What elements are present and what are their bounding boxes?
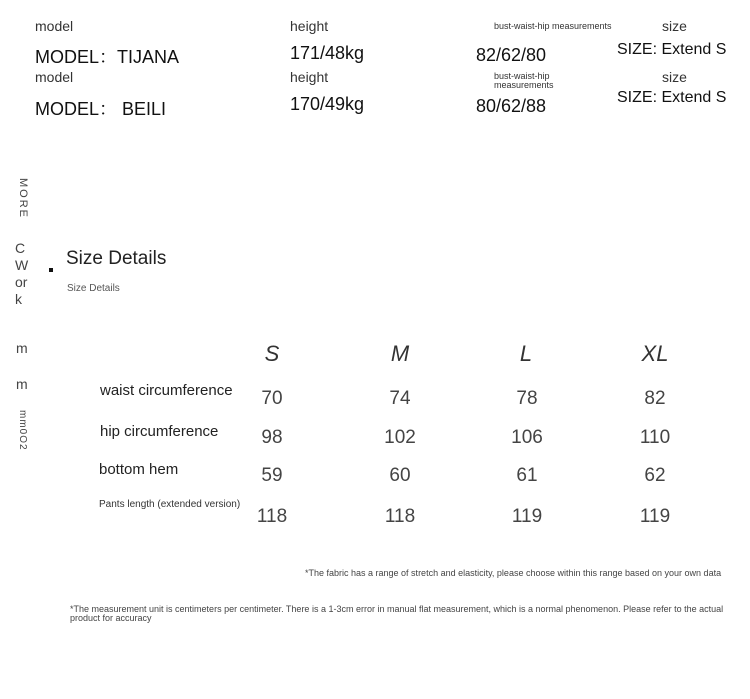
table-cell: 78: [516, 388, 538, 409]
table-cell: 61: [516, 465, 538, 486]
height-value: 171/48kg: [290, 43, 365, 63]
size-header-xl: XL: [641, 341, 669, 366]
table-cell: 119: [511, 506, 543, 527]
section-title: Size Details: [66, 248, 167, 269]
row-label: waist circumference: [100, 382, 233, 399]
size-header-s: S: [264, 341, 280, 366]
side-text-m2: m: [16, 376, 28, 392]
model-name: MODEL： BEILI: [35, 99, 167, 119]
measurement-note: *The measurement unit is centimeters per centimeter. There is a 1-3cm error in manual flat measurement, which is a normal phenomenon. Please refer to the actual product for accuracy: [70, 604, 724, 623]
bullet-icon: [49, 268, 53, 272]
height-value: 170/49kg: [290, 94, 365, 114]
section-subtitle: Size Details: [67, 283, 120, 294]
size-label: size: [662, 69, 687, 85]
table-cell: 118: [256, 506, 288, 527]
bwh-value: 82/62/80: [476, 45, 547, 65]
table-cell: 98: [261, 427, 283, 448]
size-header-m: M: [390, 341, 410, 366]
model-label: model: [35, 18, 74, 34]
size-value: SIZE: Extend S: [617, 41, 727, 58]
side-text-m1: m: [16, 340, 28, 356]
side-text-code: mm0O2: [17, 410, 28, 451]
table-cell: 59: [261, 465, 283, 486]
fabric-note: *The fabric has a range of stretch and elasticity, please choose within this range based on your own data: [305, 568, 722, 578]
table-cell: 106: [511, 427, 543, 448]
height-label: height: [290, 18, 329, 34]
table-cell: 119: [639, 506, 671, 527]
table-cell: 102: [384, 427, 416, 448]
bwh-label: bust-waist-hip measurements: [494, 21, 612, 31]
bwh-value: 80/62/88: [476, 96, 547, 116]
row-label: Pants length (extended version): [99, 499, 241, 510]
row-label: bottom hem: [99, 461, 179, 478]
size-header-l: L: [519, 341, 533, 366]
table-cell: 82: [644, 388, 666, 409]
table-cell: 70: [261, 388, 283, 409]
table-cell: 74: [389, 388, 411, 409]
size-label: size: [662, 18, 687, 34]
height-label: height: [290, 69, 329, 85]
model-label: model: [35, 69, 74, 85]
row-label: hip circumference: [100, 423, 219, 440]
table-cell: 60: [389, 465, 411, 486]
bwh-label: bust-waist-hip measurements: [494, 71, 554, 90]
side-text-cwork: CWork: [15, 240, 29, 307]
model-name: MODEL：TIJANA: [35, 47, 180, 67]
table-cell: 118: [384, 506, 416, 527]
size-value: SIZE: Extend S: [617, 89, 727, 106]
table-cell: 110: [639, 427, 671, 448]
side-text-more: MORE: [17, 178, 29, 219]
table-cell: 62: [644, 465, 666, 486]
